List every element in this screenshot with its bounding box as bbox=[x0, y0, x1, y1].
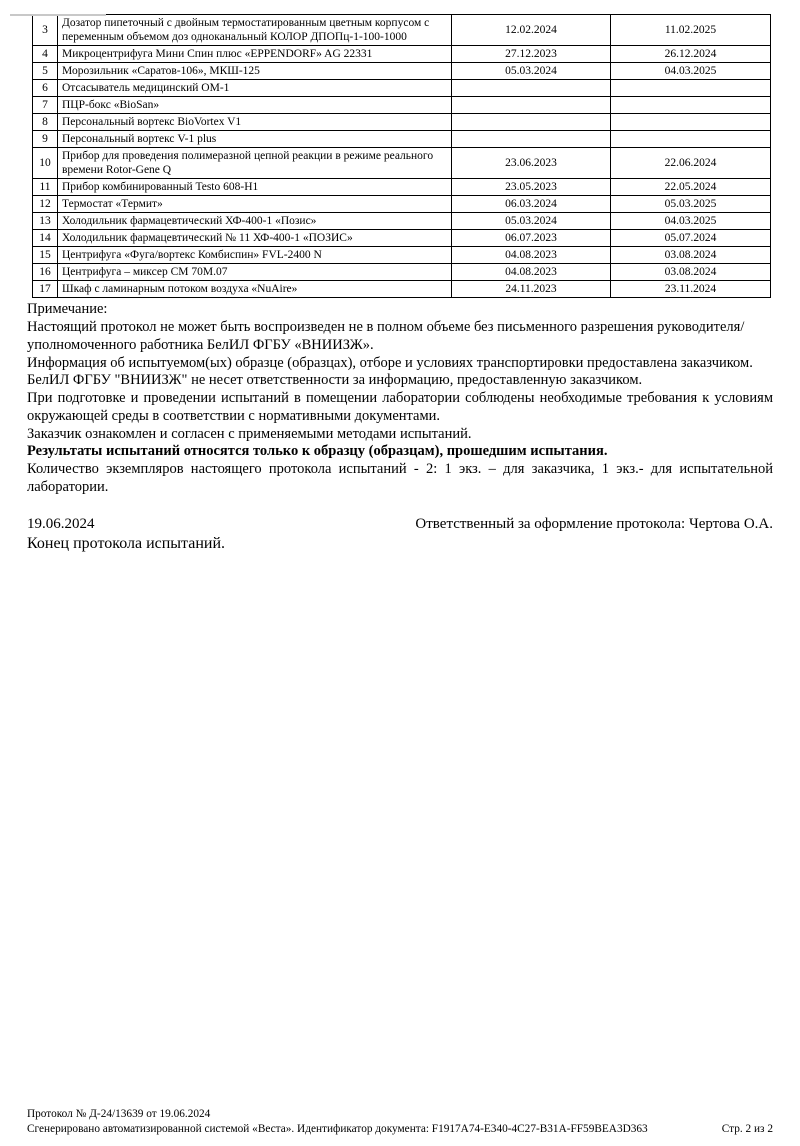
equipment-name-cell: Прибор комбинированный Testo 608-H1 bbox=[58, 179, 452, 196]
table-row bbox=[33, 230, 771, 247]
equipment-name-cell: Шкаф с ламинарным потоком воздуха «NuAire» bbox=[58, 281, 452, 298]
table-row bbox=[33, 264, 771, 281]
equipment-table-body bbox=[33, 15, 771, 298]
note-paragraph: Информация об испытуемом(ых) образце (образцах), отборе и условиях транспортировки предоставлена заказчиком. bbox=[27, 354, 753, 371]
footer-generated-info: Сгенерировано автоматизированной системой «Веста». Идентификатор документа: F1917A74-E340-4C27-B31A-FF59BEA3D363 bbox=[27, 1122, 648, 1135]
verification-date-cell: 12.02.2024 bbox=[452, 15, 611, 46]
row-number-cell: 16 bbox=[33, 264, 58, 281]
verification-date-cell bbox=[452, 97, 611, 114]
row-number-cell: 10 bbox=[33, 148, 58, 179]
end-of-protocol-text: Конец протокола испытаний. bbox=[27, 534, 226, 552]
valid-until-date-cell: 05.07.2024 bbox=[611, 230, 771, 247]
table-row bbox=[33, 114, 771, 131]
row-number-cell: 4 bbox=[33, 46, 58, 63]
table-row bbox=[33, 213, 771, 230]
equipment-name-cell: ПЦР-бокс «BioSan» bbox=[58, 97, 452, 114]
row-number-cell: 3 bbox=[33, 15, 58, 46]
equipment-name-cell: Термостат «Термит» bbox=[58, 196, 452, 213]
equipment-name-cell: Центрифуга – миксер СМ 70М.07 bbox=[58, 264, 452, 281]
valid-until-date-cell bbox=[611, 131, 771, 148]
equipment-table bbox=[32, 14, 771, 298]
row-number-cell: 7 bbox=[33, 97, 58, 114]
row-number-cell: 6 bbox=[33, 80, 58, 97]
equipment-name-cell: Отсасыватель медицинский ОМ-1 bbox=[58, 80, 452, 97]
responsible-person: Ответственный за оформление протокола: Чертова О.А. bbox=[415, 515, 773, 532]
signature-row bbox=[27, 516, 773, 533]
note-paragraph: Настоящий протокол не может быть воспроизведен не в полном объеме без письменного разрешения руководителя/уполномоченного работника БелИЛ ФГБУ «ВНИИЗЖ». bbox=[27, 319, 745, 353]
valid-until-date-cell bbox=[611, 114, 771, 131]
valid-until-date-cell: 11.02.2025 bbox=[611, 15, 771, 46]
valid-until-date-cell: 26.12.2024 bbox=[611, 46, 771, 63]
valid-until-date-cell: 22.06.2024 bbox=[611, 148, 771, 179]
notes-section bbox=[27, 301, 773, 496]
footer-page-indicator: Стр. 2 из 2 bbox=[721, 1122, 773, 1135]
table-row bbox=[33, 63, 771, 80]
table-row bbox=[33, 148, 771, 179]
equipment-name-cell: Морозильник «Саратов-106», МКШ-125 bbox=[58, 63, 452, 80]
table-row bbox=[33, 131, 771, 148]
row-number-cell: 15 bbox=[33, 247, 58, 264]
verification-date-cell: 24.11.2023 bbox=[452, 281, 611, 298]
verification-date-cell bbox=[452, 80, 611, 97]
row-number-cell: 13 bbox=[33, 213, 58, 230]
footer-protocol-number: Протокол № Д-24/13639 от 19.06.2024 bbox=[27, 1107, 211, 1120]
verification-date-cell: 05.03.2024 bbox=[452, 63, 611, 80]
verification-date-cell: 23.05.2023 bbox=[452, 179, 611, 196]
row-number-cell: 14 bbox=[33, 230, 58, 247]
table-row bbox=[33, 97, 771, 114]
valid-until-date-cell: 05.03.2025 bbox=[611, 196, 771, 213]
equipment-name-cell: Микроцентрифуга Мини Спин плюс «EPPENDORF» AG 22331 bbox=[58, 46, 452, 63]
table-row bbox=[33, 196, 771, 213]
table-row bbox=[33, 46, 771, 63]
equipment-name-cell: Центрифуга «Фуга/вортекс Комбиспин» FVL-2400 N bbox=[58, 247, 452, 264]
valid-until-date-cell: 22.05.2024 bbox=[611, 179, 771, 196]
protocol-date: 19.06.2024 bbox=[27, 515, 95, 532]
row-number-cell: 8 bbox=[33, 114, 58, 131]
equipment-name-cell: Холодильник фармацевтический № 11 ХФ-400-1 «ПОЗИС» bbox=[58, 230, 452, 247]
equipment-name-cell: Персональный вортекс BioVortex V1 bbox=[58, 114, 452, 131]
note-paragraph: Заказчик ознакомлен и согласен с применяемыми методами испытаний. bbox=[27, 425, 472, 442]
valid-until-date-cell bbox=[611, 80, 771, 97]
notes-title: Примечание: bbox=[27, 301, 108, 318]
valid-until-date-cell: 04.03.2025 bbox=[611, 63, 771, 80]
table-row bbox=[33, 281, 771, 298]
verification-date-cell: 05.03.2024 bbox=[452, 213, 611, 230]
note-paragraph-results: Результаты испытаний относятся только к образцу (образцам), прошедшим испытания. bbox=[27, 443, 608, 460]
table-row bbox=[33, 247, 771, 264]
row-number-cell: 5 bbox=[33, 63, 58, 80]
verification-date-cell bbox=[452, 114, 611, 131]
verification-date-cell: 06.03.2024 bbox=[452, 196, 611, 213]
note-paragraph: БелИЛ ФГБУ "ВНИИЗЖ" не несет ответственности за информацию, предоставленную заказчиком. bbox=[27, 372, 643, 389]
document-footer bbox=[27, 1107, 773, 1138]
table-row bbox=[33, 80, 771, 97]
equipment-name-cell: Персональный вортекс V-1 plus bbox=[58, 131, 452, 148]
row-number-cell: 9 bbox=[33, 131, 58, 148]
table-row bbox=[33, 15, 771, 46]
equipment-name-cell: Дозатор пипеточный с двойным термостатированным цветным корпусом с переменным объемом доз одноканальный КОЛОР ДПОПц-1-100-1000 bbox=[58, 15, 452, 46]
equipment-name-cell: Прибор для проведения полимеразной цепной реакции в режиме реального времени Rotor-Gene Q bbox=[58, 148, 452, 179]
row-number-cell: 12 bbox=[33, 196, 58, 213]
row-number-cell: 17 bbox=[33, 281, 58, 298]
note-paragraph: При подготовке и проведении испытаний в помещении лаборатории соблюдены необходимые требования к условиям окружающей среды в соответствии с нормативными документами. bbox=[27, 390, 773, 424]
verification-date-cell: 27.12.2023 bbox=[452, 46, 611, 63]
verification-date-cell bbox=[452, 131, 611, 148]
valid-until-date-cell bbox=[611, 97, 771, 114]
scan-edge-artifact bbox=[10, 14, 106, 16]
valid-until-date-cell: 04.03.2025 bbox=[611, 213, 771, 230]
verification-date-cell: 23.06.2023 bbox=[452, 148, 611, 179]
verification-date-cell: 04.08.2023 bbox=[452, 264, 611, 281]
verification-date-cell: 04.08.2023 bbox=[452, 247, 611, 264]
table-row bbox=[33, 179, 771, 196]
row-number-cell: 11 bbox=[33, 179, 58, 196]
equipment-name-cell: Холодильник фармацевтический ХФ-400-1 «Позис» bbox=[58, 213, 452, 230]
note-paragraph: Количество экземпляров настоящего протокола испытаний - 2: 1 экз. – для заказчика, 1 экз.- для испытательной лаборатории. bbox=[27, 461, 773, 495]
valid-until-date-cell: 03.08.2024 bbox=[611, 264, 771, 281]
valid-until-date-cell: 03.08.2024 bbox=[611, 247, 771, 264]
valid-until-date-cell: 23.11.2024 bbox=[611, 281, 771, 298]
verification-date-cell: 06.07.2023 bbox=[452, 230, 611, 247]
